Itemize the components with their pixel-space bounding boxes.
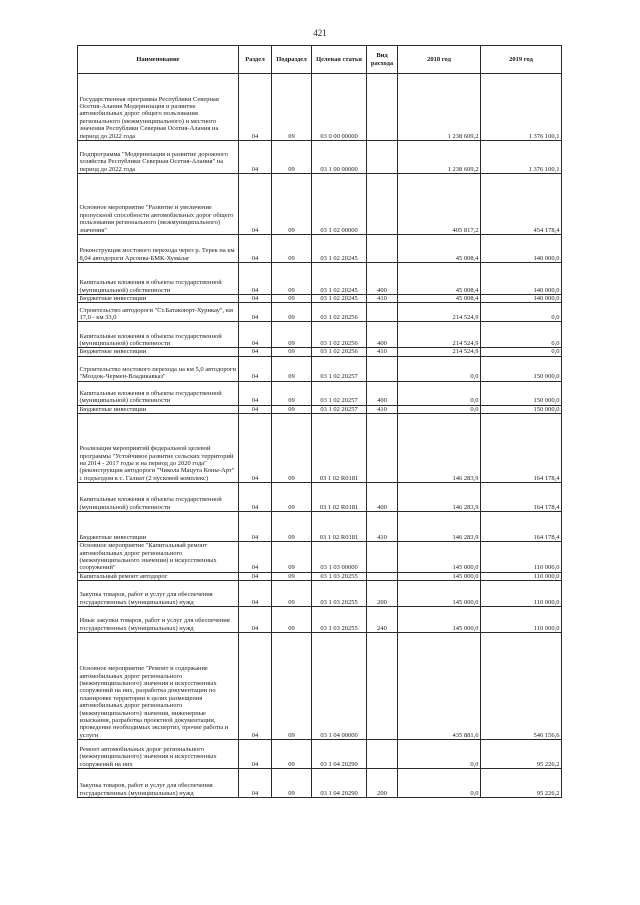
cell-target: 03 1 02 20245 bbox=[312, 295, 367, 303]
cell-y2018: 146 283,9 bbox=[398, 512, 481, 542]
cell-y2018: 1 238 609,2 bbox=[398, 74, 481, 141]
cell-section: 04 bbox=[239, 483, 272, 512]
cell-y2019: 164 178,4 bbox=[481, 483, 562, 512]
cell-kind bbox=[367, 542, 398, 573]
cell-y2019: 140 000,0 bbox=[481, 263, 562, 295]
cell-y2018: 0,0 bbox=[398, 769, 481, 798]
cell-subsection: 09 bbox=[272, 405, 312, 413]
cell-target: 03 1 02 20257 bbox=[312, 405, 367, 413]
cell-kind bbox=[367, 572, 398, 580]
cell-name: Капитальные вложения в объекты государственной (муниципальной) собственности bbox=[78, 483, 239, 512]
cell-name: Строительство мостового перехода на км 5,0 автодороги "Моздок-Чермен-Владикавказ" bbox=[78, 356, 239, 381]
table-row bbox=[78, 322, 562, 348]
table-row bbox=[78, 607, 562, 633]
cell-subsection: 09 bbox=[272, 263, 312, 295]
table-row bbox=[78, 414, 562, 483]
cell-name: Ремонт автомобильных дорог регионального (межмуниципального) значения и искусственных сооружений на них bbox=[78, 740, 239, 769]
cell-y2018: 0,0 bbox=[398, 381, 481, 405]
cell-subsection: 09 bbox=[272, 295, 312, 303]
cell-kind: 400 bbox=[367, 381, 398, 405]
cell-section: 04 bbox=[239, 740, 272, 769]
table-row bbox=[78, 633, 562, 740]
header-target: Целевая статья bbox=[312, 46, 367, 74]
cell-kind: 200 bbox=[367, 581, 398, 607]
table-row bbox=[78, 542, 562, 573]
cell-target: 03 1 03 00000 bbox=[312, 542, 367, 573]
cell-y2019: 110 000,0 bbox=[481, 572, 562, 580]
cell-name: Бюджетные инвестиции bbox=[78, 512, 239, 542]
cell-kind: 410 bbox=[367, 348, 398, 356]
cell-section: 04 bbox=[239, 512, 272, 542]
cell-section: 04 bbox=[239, 235, 272, 263]
cell-name: Капитальные вложения в объекты государственной (муниципальной) собственности bbox=[78, 381, 239, 405]
cell-name: Реализация мероприятий федеральной целевой программы "Устойчивое развитие сельских территорий на 2014 - 2017 годы и на период до 2020 года" (реконструкция автодороги "Чикола Мацута Коны-Арт" с подъездом к с. Галиат (2 пусковой комплекс) bbox=[78, 414, 239, 483]
cell-name: Иные закупки товаров, работ и услуг для обеспечения государственных (муниципальных) нужд bbox=[78, 607, 239, 633]
cell-target: 03 1 03 20255 bbox=[312, 607, 367, 633]
cell-subsection: 09 bbox=[272, 381, 312, 405]
cell-target: 03 1 02 R0181 bbox=[312, 483, 367, 512]
cell-kind bbox=[367, 174, 398, 235]
cell-section: 04 bbox=[239, 581, 272, 607]
cell-name: Реконструкция мостового перехода через р. Терек на км 8,04 автодороги Арсонва-БМК-Хумалаг bbox=[78, 235, 239, 263]
cell-y2018: 45 008,4 bbox=[398, 263, 481, 295]
cell-kind: 400 bbox=[367, 322, 398, 348]
table-body bbox=[78, 74, 562, 798]
cell-y2018: 145 000,0 bbox=[398, 607, 481, 633]
cell-section: 04 bbox=[239, 348, 272, 356]
header-2018: 2018 год bbox=[398, 46, 481, 74]
cell-y2018: 405 817,2 bbox=[398, 174, 481, 235]
cell-kind bbox=[367, 633, 398, 740]
cell-subsection: 09 bbox=[272, 235, 312, 263]
cell-target: 03 1 02 R0181 bbox=[312, 414, 367, 483]
cell-y2018: 146 283,9 bbox=[398, 414, 481, 483]
cell-subsection: 09 bbox=[272, 483, 312, 512]
cell-section: 04 bbox=[239, 303, 272, 322]
cell-target: 03 1 02 R0181 bbox=[312, 512, 367, 542]
cell-target: 03 1 03 20255 bbox=[312, 572, 367, 580]
table-row bbox=[78, 381, 562, 405]
table-row bbox=[78, 740, 562, 769]
cell-subsection: 09 bbox=[272, 174, 312, 235]
cell-target: 03 1 02 00000 bbox=[312, 174, 367, 235]
cell-y2019: 1 376 100,1 bbox=[481, 141, 562, 174]
cell-y2019: 110 000,0 bbox=[481, 607, 562, 633]
cell-section: 04 bbox=[239, 74, 272, 141]
cell-subsection: 09 bbox=[272, 141, 312, 174]
cell-y2019: 1 376 100,1 bbox=[481, 74, 562, 141]
header-kind: Вид расхода bbox=[367, 46, 398, 74]
cell-section: 04 bbox=[239, 141, 272, 174]
cell-subsection: 09 bbox=[272, 303, 312, 322]
cell-kind bbox=[367, 414, 398, 483]
cell-y2019: 95 226,2 bbox=[481, 769, 562, 798]
cell-name: Строительство автодороги "Ст.Батакоюрт-Хурикау", км 17,0 - км 33,0 bbox=[78, 303, 239, 322]
cell-subsection: 09 bbox=[272, 356, 312, 381]
cell-y2018: 146 283,9 bbox=[398, 483, 481, 512]
table-row bbox=[78, 581, 562, 607]
cell-name: Подпрограмма "Модернизация и развитие дорожного хозяйства Республики Северная Осетия-Алания" на период до 2022 года bbox=[78, 141, 239, 174]
table-row bbox=[78, 303, 562, 322]
table-row bbox=[78, 572, 562, 580]
cell-subsection: 09 bbox=[272, 322, 312, 348]
cell-y2018: 0,0 bbox=[398, 740, 481, 769]
table-row bbox=[78, 74, 562, 141]
header-subsection: Подраздел bbox=[272, 46, 312, 74]
cell-y2019: 110 000,0 bbox=[481, 581, 562, 607]
cell-section: 04 bbox=[239, 607, 272, 633]
cell-kind bbox=[367, 141, 398, 174]
cell-y2019: 546 156,6 bbox=[481, 633, 562, 740]
table-row bbox=[78, 141, 562, 174]
table-row bbox=[78, 263, 562, 295]
cell-kind: 240 bbox=[367, 607, 398, 633]
table-row bbox=[78, 512, 562, 542]
cell-kind: 200 bbox=[367, 769, 398, 798]
cell-subsection: 09 bbox=[272, 348, 312, 356]
budget-table bbox=[77, 45, 562, 798]
cell-kind bbox=[367, 740, 398, 769]
cell-subsection: 09 bbox=[272, 572, 312, 580]
cell-kind bbox=[367, 235, 398, 263]
cell-y2018: 214 524,9 bbox=[398, 303, 481, 322]
table-row bbox=[78, 235, 562, 263]
cell-target: 03 1 03 20255 bbox=[312, 581, 367, 607]
cell-subsection: 09 bbox=[272, 769, 312, 798]
cell-section: 04 bbox=[239, 542, 272, 573]
table-row bbox=[78, 348, 562, 356]
cell-name: Капитальные вложения в объекты государственной (муниципальной) собственности bbox=[78, 263, 239, 295]
cell-name: Закупка товаров, работ и услуг для обеспечения государственных (муниципальных) нужд bbox=[78, 581, 239, 607]
cell-y2019: 150 000,0 bbox=[481, 381, 562, 405]
cell-y2019: 110 000,0 bbox=[481, 542, 562, 573]
cell-subsection: 09 bbox=[272, 414, 312, 483]
cell-section: 04 bbox=[239, 572, 272, 580]
cell-name: Закупка товаров, работ и услуг для обеспечения государственных (муниципальных) нужд bbox=[78, 769, 239, 798]
cell-y2019: 95 226,2 bbox=[481, 740, 562, 769]
cell-subsection: 09 bbox=[272, 740, 312, 769]
cell-name: Бюджетные инвестиции bbox=[78, 348, 239, 356]
cell-y2018: 145 000,0 bbox=[398, 542, 481, 573]
cell-subsection: 09 bbox=[272, 633, 312, 740]
cell-kind bbox=[367, 74, 398, 141]
cell-target: 03 1 00 00000 bbox=[312, 141, 367, 174]
cell-name: Государственная программа Республики Северная Осетия-Алания Модернизация и развитие автомобильных дорог общего пользования регионального (межмуниципального) и местного значения Республики Северная Осетия-Алания на период до 2022 года bbox=[78, 74, 239, 141]
cell-y2018: 45 008,4 bbox=[398, 235, 481, 263]
cell-y2019: 150 000,0 bbox=[481, 356, 562, 381]
cell-subsection: 09 bbox=[272, 542, 312, 573]
cell-subsection: 09 bbox=[272, 74, 312, 141]
table-row bbox=[78, 769, 562, 798]
cell-y2019: 0,0 bbox=[481, 322, 562, 348]
cell-target: 03 1 02 20245 bbox=[312, 235, 367, 263]
cell-y2018: 214 524,9 bbox=[398, 322, 481, 348]
cell-kind bbox=[367, 303, 398, 322]
cell-name: Основное мероприятие "Ремонт и содержание автомобильных дорог регионального (межмуниципального) значения и искусственных сооружений на них, разработка документации по планировке территории в целях размещения автомобильных дорог регионального (межмуниципального) значения, инженерные изыскания, разработка проектной документации, проведение необходимых экспертиз, прочие работы и услуги bbox=[78, 633, 239, 740]
cell-y2018: 0,0 bbox=[398, 356, 481, 381]
cell-name: Основное мероприятие "Капитальный ремонт автомобильных дорог регионального (межмуниципального значения) и искусственных сооружений" bbox=[78, 542, 239, 573]
cell-subsection: 09 bbox=[272, 581, 312, 607]
cell-y2018: 45 008,4 bbox=[398, 295, 481, 303]
cell-section: 04 bbox=[239, 769, 272, 798]
cell-name: Бюджетные инвестиции bbox=[78, 295, 239, 303]
cell-y2018: 145 000,0 bbox=[398, 572, 481, 580]
cell-y2018: 0,0 bbox=[398, 405, 481, 413]
cell-target: 03 1 02 20245 bbox=[312, 263, 367, 295]
cell-kind: 400 bbox=[367, 483, 398, 512]
cell-target: 03 1 04 20290 bbox=[312, 769, 367, 798]
table-row bbox=[78, 356, 562, 381]
cell-section: 04 bbox=[239, 381, 272, 405]
cell-y2018: 214 524,9 bbox=[398, 348, 481, 356]
cell-kind: 410 bbox=[367, 405, 398, 413]
cell-kind: 410 bbox=[367, 295, 398, 303]
cell-target: 03 1 04 00000 bbox=[312, 633, 367, 740]
cell-target: 03 1 02 20256 bbox=[312, 348, 367, 356]
cell-y2019: 140 000,0 bbox=[481, 295, 562, 303]
cell-section: 04 bbox=[239, 174, 272, 235]
cell-y2019: 454 178,4 bbox=[481, 174, 562, 235]
cell-y2019: 164 178,4 bbox=[481, 414, 562, 483]
cell-y2018: 145 000,0 bbox=[398, 581, 481, 607]
cell-section: 04 bbox=[239, 356, 272, 381]
cell-name: Бюджетные инвестиции bbox=[78, 405, 239, 413]
header-name: Наименование bbox=[78, 46, 239, 74]
header-row bbox=[78, 46, 562, 74]
cell-y2019: 0,0 bbox=[481, 303, 562, 322]
cell-section: 04 bbox=[239, 633, 272, 740]
cell-y2019: 150 000,0 bbox=[481, 405, 562, 413]
cell-kind: 400 bbox=[367, 263, 398, 295]
cell-y2019: 0,0 bbox=[481, 348, 562, 356]
header-section: Раздел bbox=[239, 46, 272, 74]
cell-target: 03 0 00 00000 bbox=[312, 74, 367, 141]
cell-y2018: 1 238 609,2 bbox=[398, 141, 481, 174]
table-row bbox=[78, 405, 562, 413]
cell-y2019: 164 178,4 bbox=[481, 512, 562, 542]
cell-section: 04 bbox=[239, 414, 272, 483]
cell-subsection: 09 bbox=[272, 607, 312, 633]
cell-target: 03 1 02 20257 bbox=[312, 381, 367, 405]
cell-name: Основное мероприятие "Развитие и увеличение пропускной способности автомобильных дорог общего пользования регионального (межмуниципального) значения" bbox=[78, 174, 239, 235]
cell-target: 03 1 02 20257 bbox=[312, 356, 367, 381]
cell-kind bbox=[367, 356, 398, 381]
cell-section: 04 bbox=[239, 295, 272, 303]
table-row bbox=[78, 295, 562, 303]
cell-name: Капитальный ремонт автодорог bbox=[78, 572, 239, 580]
table-row bbox=[78, 483, 562, 512]
cell-subsection: 09 bbox=[272, 512, 312, 542]
cell-kind: 410 bbox=[367, 512, 398, 542]
cell-name: Капитальные вложения в объекты государственной (муниципальной) собственности bbox=[78, 322, 239, 348]
cell-target: 03 1 02 20256 bbox=[312, 303, 367, 322]
cell-section: 04 bbox=[239, 405, 272, 413]
header-2019: 2019 год bbox=[481, 46, 562, 74]
table-row bbox=[78, 174, 562, 235]
cell-target: 03 1 04 20290 bbox=[312, 740, 367, 769]
cell-y2018: 435 881,6 bbox=[398, 633, 481, 740]
page-number: 421 bbox=[313, 28, 327, 38]
cell-section: 04 bbox=[239, 263, 272, 295]
cell-target: 03 1 02 20256 bbox=[312, 322, 367, 348]
cell-section: 04 bbox=[239, 322, 272, 348]
cell-y2019: 140 000,0 bbox=[481, 235, 562, 263]
